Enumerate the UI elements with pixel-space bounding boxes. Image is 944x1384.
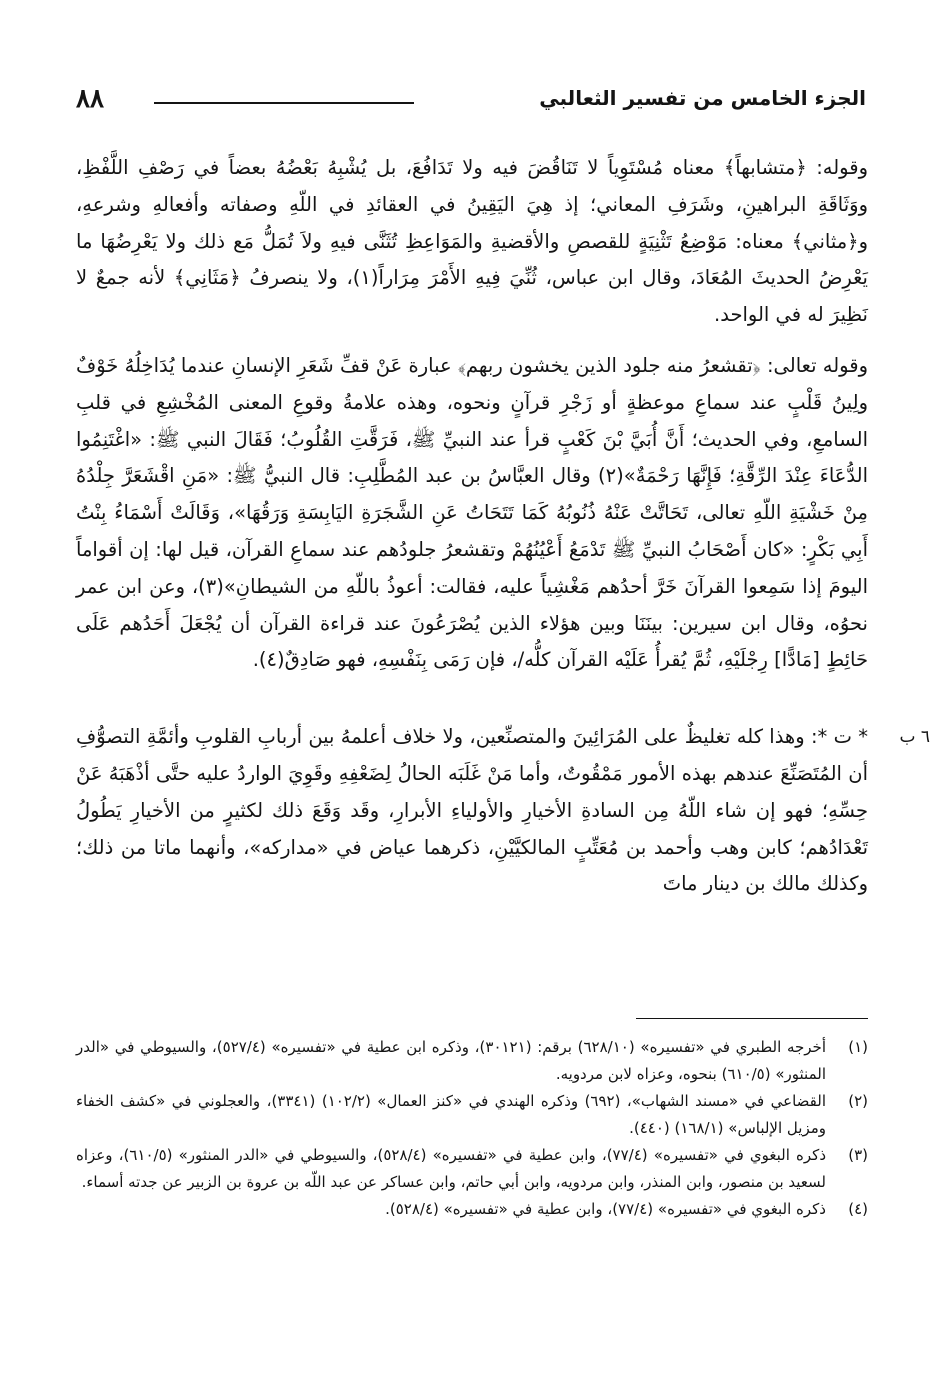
page-number: ٨٨ bbox=[76, 84, 104, 114]
footnote-text: أخرجه الطبري في «تفسيره» (٦٢٨/١٠) برقم: (٣٠١٢١)، وذكره ابن عطية في «تفسيره» (٥٢٧/٤)، والسيوطي في «الدر المنثور» (٦١٠/٥) بنحوه، وعزاه لابن مردويه. bbox=[76, 1038, 826, 1083]
paragraph-commentary: * ت *: وهذا كله تغليظٌ على المُرَائِينَ والمتصنِّعين، ولا خلاف أعلمهُ بين أربابِ القلوبِ وأئمَّةِ التصوُّفِ أن المُتَصَنِّعَ عندهم بهذه الأمور مَمْقُوتٌ، وأما مَنْ غَلَبَه الحالُ لِضَعْفِهِ وقَوِيَ الواردُ عليه حتَّى أذْهَبَهُ عَنْ حِسِّهِ؛ فهو إن شاء اللّهُ مِن السادةِ الأخيارِ والأولياءِ الأبرارِ، وقَد وَقَعَ ذلك لكثيرٍ من الأخيارِ يَطُولُ تَعْدَادُهم؛ كابن وهب وأحمد بن مُعَتِّبٍ المالكيَّيْنِ، ذكرهما عياض في «مداركه»، وأنهما ماتا من ذلك؛ وكذلك مالك بن دينار ماتَ bbox=[76, 725, 868, 896]
paragraph-taqsha-ir: وقوله تعالى: ﴿تقشعرُ منه جلود الذين يخشون ربهم﴾ عبارة عَنْ قفِّ شَعَرِ الإنسانِ عندما يُدَاخِلُهُ خَوْفٌ ولِينُ قَلْبٍ عند سماعِ موعظةٍ أو زَجْرِ قرآنٍ ونحوه، وهذه علامةُ وقوعِ المعنى المُخْشِعِ في قلبِ السامعِ، وفي الحديث؛ أَنَّ أُبَيَّ بْنَ كَعْبٍ قرأ عند النبيِّ ﷺ، فَرَقَّتِ القُلُوبُ؛ فَقَالَ النبي ﷺ: «اغْتَنِمُوا الدُّعَاءَ عِنْدَ الرِّقَّةِ؛ فَإِنَّهَا رَحْمَةٌ»(٢) وقال العبَّاسُ بن عبد المُطَّلِبِ: قال النبيُّ ﷺ: «مَنِ اقْشَعَرَّ جِلْدُهُ مِنْ خَشْيَةِ اللّهِ تعالى، تَحَاتَّتْ عَنْهُ ذُنُوبُهُ كَمَا تَتَحَاتُ عَنِ الشَّجَرَةِ اليَابِسَةِ وَرَقُهَا»، وَقَالَتْ أَسْمَاءُ بِنْتُ أَبِي بَكْرٍ: «كان أَصْحَابُ النبيِّ ﷺ تَدْمَعُ أَعْيُنُهُمْ وتقشعرُ جلودُهم عند سماعِ القرآن، قيل لها: إن أقواماً اليومَ إذا سَمِعوا القرآنَ خَرَّ أحدُهم مَغْشِياً عليه، فقالت: أعوذُ باللّهِ من الشيطانِ»(٣)، وعن ابن عمر نحوُه، وقال ابن سيرين: بينَنَا وبين هؤلاء الذين يُصْرَعُونَ عند قراءة القرآن أن يُجْعَلَ أَحَدُهم عَلَى حَائِطٍ [مَادًّا] رِجْلَيْهِ، ثُمَّ يُقرأُ عَلَيْه القرآن كلُّه/، فإن رَمَى بِنَفْسِهِ، فهو صَادِقٌ(٤). bbox=[76, 353, 868, 672]
footnote-number: (٢) bbox=[848, 1092, 868, 1110]
footnote-text: ذكره البغوي في «تفسيره» (٧٧/٤)، وابن عطية في «تفسيره» (٥٢٨/٤). bbox=[385, 1200, 826, 1218]
footnote bbox=[76, 1142, 868, 1196]
footnote bbox=[76, 1088, 868, 1142]
footnote-text: القضاعي في «مسند الشهاب»، (٦٩٢) وذكره الهندي في «كنز العمال» (١٠٢/٢) (٣٣٤١)، والعجلوني في «كشف الخفاء ومزيل الإلباس» (١٦٨/١) (٤٤٠). bbox=[76, 1092, 826, 1137]
footnote-number: (٤) bbox=[848, 1200, 868, 1218]
footnote bbox=[76, 1196, 868, 1223]
footnote-text: ذكره البغوي في «تفسيره» (٧٧/٤)، وابن عطية في «تفسيره» (٥٢٨/٤)، والسيوطي في «الدر المنثور» (٦١٠/٥)، وعزاه لسعيد بن منصور، وابن المنذر، وابن مردويه، وابن أبي حاتم، وابن عساكر عن عبد اللّه بن عروة بن الزبير عن جدته أسماء. bbox=[76, 1146, 826, 1191]
main-text bbox=[76, 150, 868, 903]
manuscript-folio-marker: ٦ ب bbox=[899, 727, 930, 747]
running-title: الجزء الخامس من تفسير الثعالبي bbox=[539, 86, 866, 110]
page-header bbox=[76, 84, 866, 128]
footnote-number: (١) bbox=[848, 1038, 868, 1056]
footnote-separator bbox=[636, 1018, 868, 1019]
header-rule bbox=[154, 102, 414, 104]
footnote bbox=[76, 1034, 868, 1088]
footnotes bbox=[76, 1034, 868, 1223]
footnote-number: (٣) bbox=[848, 1146, 868, 1164]
paragraph-mutashabih: وقوله: ﴿متشابهاً﴾ معناه مُسْتَوِياً لا تَنَاقُضَ فيه ولا تَدَافُعَ، بل يُشْبِهُ بَعْضُهُ بعضاً في رَصْفِ اللَّفْظِ، ووَثَاقَةِ البراهينِ، وشَرَفِ المعاني؛ إذ هِيَ اليَقِينُ في العقائدِ في اللّهِ وصفاته وأفعالهِ وشرعهِ، و﴿مثاني﴾ معناه: مَوْضِعُ تَثْنِيَةٍ للقصصِ والأقضيةِ والمَوَاعِظِ تُثَنَّى فيهِ ولاَ تُمَلُّ مَع ذلك ولا يَعْرِضُهَا ما يَعْرِضُ الحديثَ المُعَادَ، وقال ابن عباس، ثُنِّيَ فِيهِ الأَمْرَ مِرَاراً(١)، ولا ينصرفُ ﴿مَثَانِي﴾ لأنه جمعٌ لا نَظِيرَ له في الواحد. bbox=[76, 156, 868, 327]
